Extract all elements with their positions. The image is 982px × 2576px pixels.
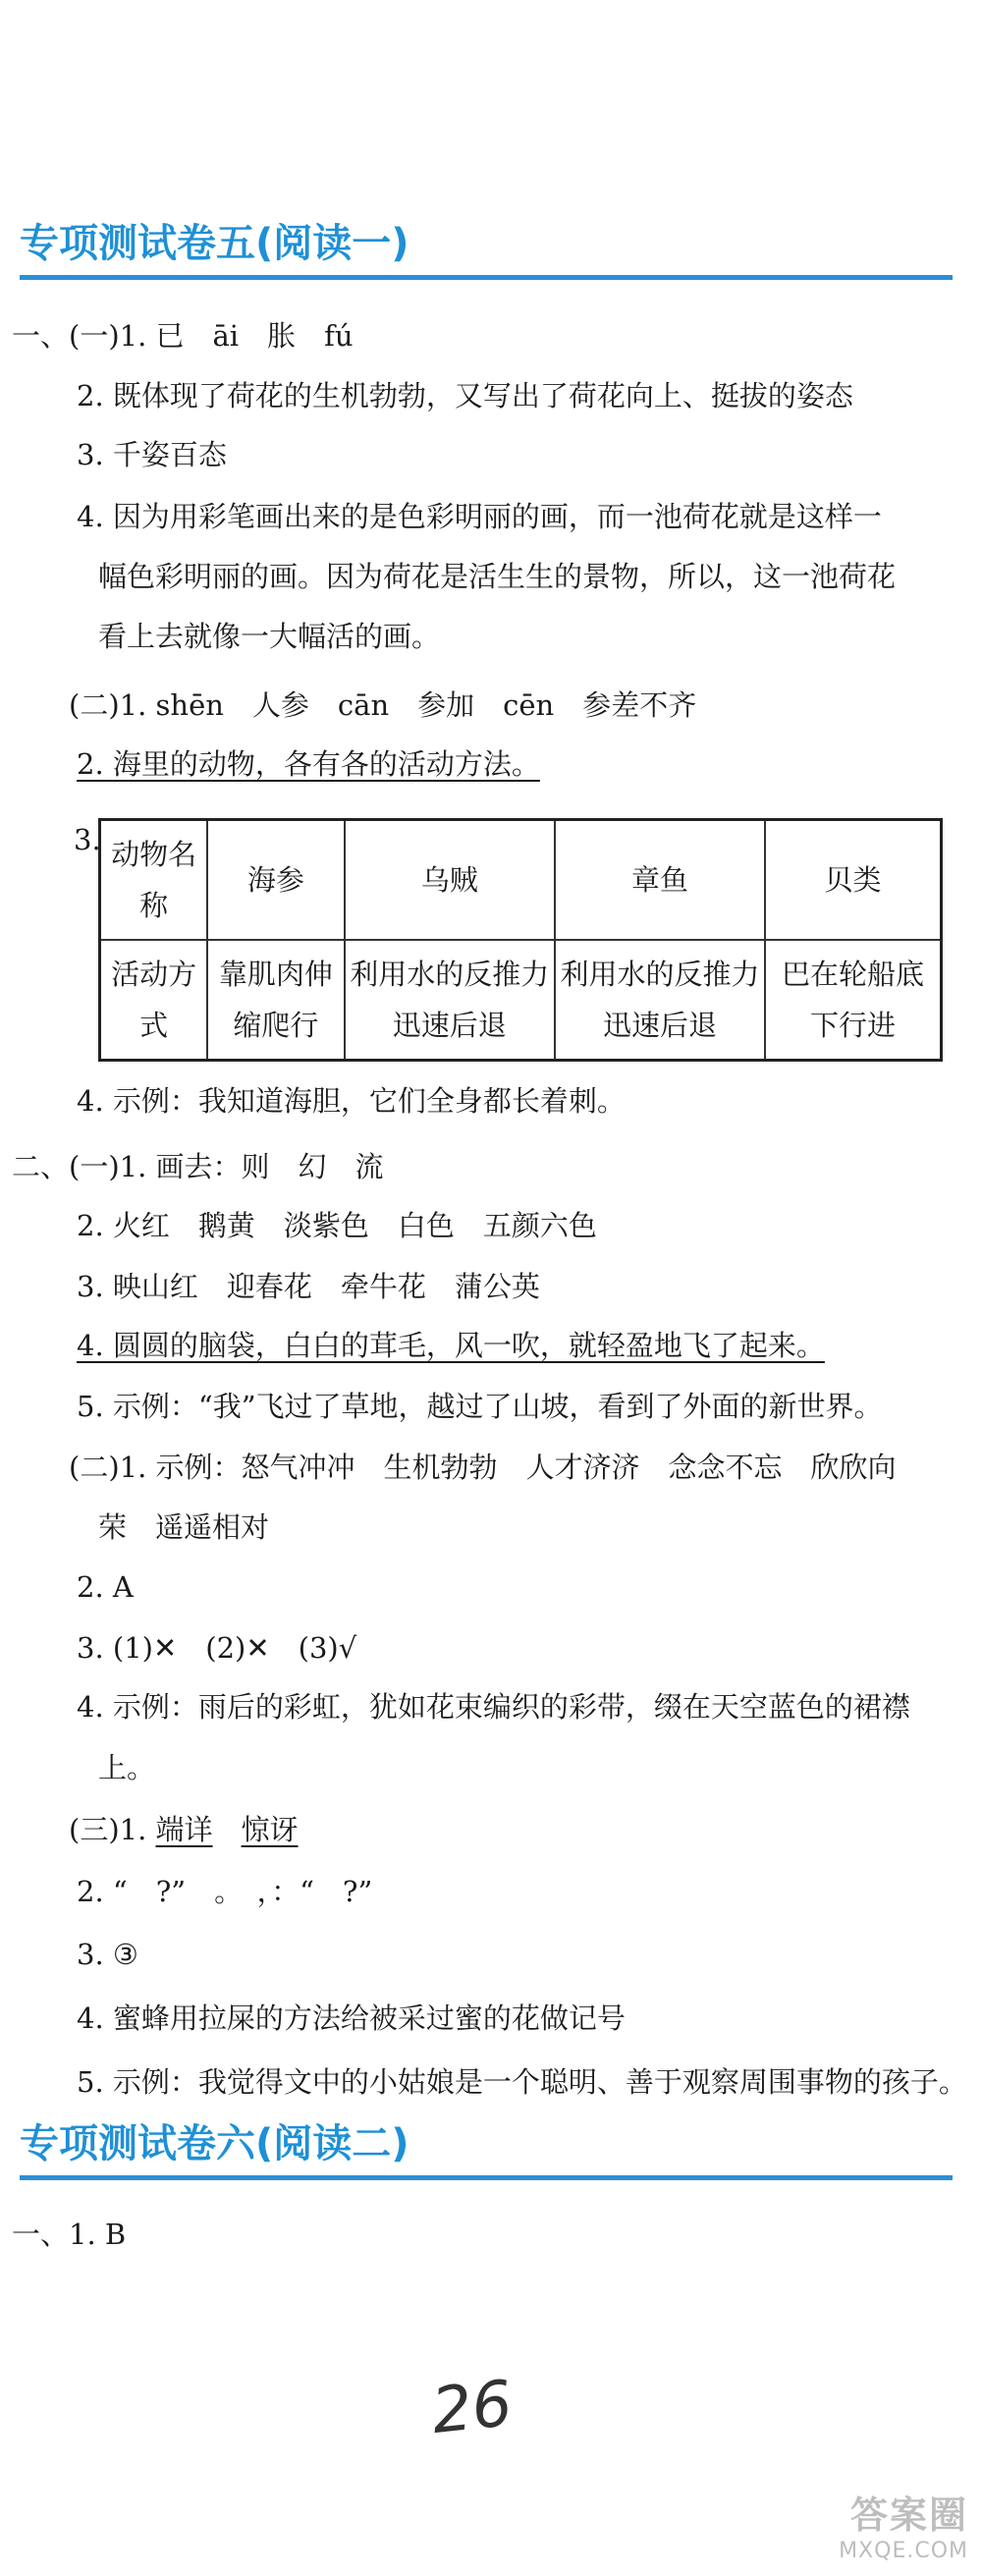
table-cell: 巴在轮船底下行进 <box>765 940 941 1061</box>
table-cell: 利用水的反推力迅速后退 <box>555 940 765 1061</box>
answer-line: 荣 遥遥相对 <box>98 1510 270 1544</box>
answer-line: 4. 因为用彩笔画出来的是色彩明丽的画，而一池荷花就是这样一 <box>77 500 882 533</box>
answer-line: 2. “ ?” 。 ，：“ ?” <box>77 1875 373 1908</box>
section-title-6: 专项测试卷六(阅读二) <box>20 2116 953 2180</box>
table-cell: 靠肌肉伸缩爬行 <box>207 940 345 1061</box>
table-cell: 利用水的反推力迅速后退 <box>345 940 555 1061</box>
table-number: 3. <box>74 823 101 856</box>
table-row <box>100 820 942 941</box>
answer-line: 5. 示例：“我”飞过了草地，越过了山坡，看到了外面的新世界。 <box>77 1390 883 1423</box>
answer-line: 5. 示例：我觉得文中的小姑娘是一个聪明、善于观察周围事物的孩子。 <box>77 2065 967 2099</box>
answer-line: 一、(一)1. 已 āi 胀 fú <box>12 319 354 353</box>
watermark <box>811 2485 968 2563</box>
answer-line: 一、1. B <box>12 2218 127 2251</box>
answer-line: 2. 既体现了荷花的生机勃勃，又写出了荷花向上、挺拔的姿态 <box>77 379 853 412</box>
answer-line: 上。 <box>98 1751 156 1784</box>
answer-line: 3. 千姿百态 <box>77 438 227 471</box>
answer-line: 看上去就像一大幅活的画。 <box>98 620 441 653</box>
answer-line: 3. ③ <box>77 1938 138 1971</box>
answer-line: 二、(一)1. 画去：则 幻 流 <box>12 1150 384 1183</box>
answer-line: (二)1. 示例：怒气冲冲 生机勃勃 人才济济 念念不忘 欣欣向 <box>69 1451 897 1484</box>
answer-line: 2. 海里的动物，各有各的活动方法。 <box>77 747 540 781</box>
answer-line: 3. (1)✕ (2)✕ (3)√ <box>77 1631 357 1665</box>
answer-line: 4. 蜜蜂用拉屎的方法给被采过蜜的花做记号 <box>77 2001 626 2035</box>
answer-line: 4. 圆圆的脑袋，白白的茸毛，风一吹，就轻盈地飞了起来。 <box>77 1329 825 1362</box>
answer-line: 幅色彩明丽的画。因为荷花是活生生的景物，所以，这一池荷花 <box>98 560 897 593</box>
animal-movement-table <box>98 818 943 1062</box>
section-title-5: 专项测试卷五(阅读一) <box>20 216 953 280</box>
answer-line: (二)1. shēn 人参 cān 参加 cēn 参差不齐 <box>69 688 697 722</box>
table-cell: 动物名称 <box>100 820 208 941</box>
answer-line: 4. 示例：我知道海胆，它们全身都长着刺。 <box>77 1084 626 1118</box>
watermark-url: MXQE.COM <box>839 2539 968 2563</box>
answer-line: 4. 示例：雨后的彩虹，犹如花束编织的彩带，缀在天空蓝色的裙襟 <box>77 1690 910 1724</box>
table-cell: 海参 <box>207 820 345 941</box>
answer-line: 3. 映山红 迎春花 牵牛花 蒲公英 <box>77 1270 540 1303</box>
table-cell: 乌贼 <box>345 820 555 941</box>
table-cell: 贝类 <box>765 820 941 941</box>
answer-line: 2. 火红 鹅黄 淡紫色 白色 五颜六色 <box>77 1209 597 1242</box>
table-cell: 活动方式 <box>100 940 208 1061</box>
watermark-logo: 答案圈 <box>849 2494 968 2537</box>
table-cell: 章鱼 <box>555 820 765 941</box>
answer-line <box>69 1810 982 1849</box>
answer-prefix: (三)1. <box>69 1813 156 1846</box>
table-row <box>100 940 942 1061</box>
page-number: 26 <box>428 2367 517 2449</box>
answer-line: 2. A <box>77 1570 134 1604</box>
answer-word: 惊讶 <box>241 1813 299 1846</box>
answer-word: 端详 <box>155 1813 213 1846</box>
